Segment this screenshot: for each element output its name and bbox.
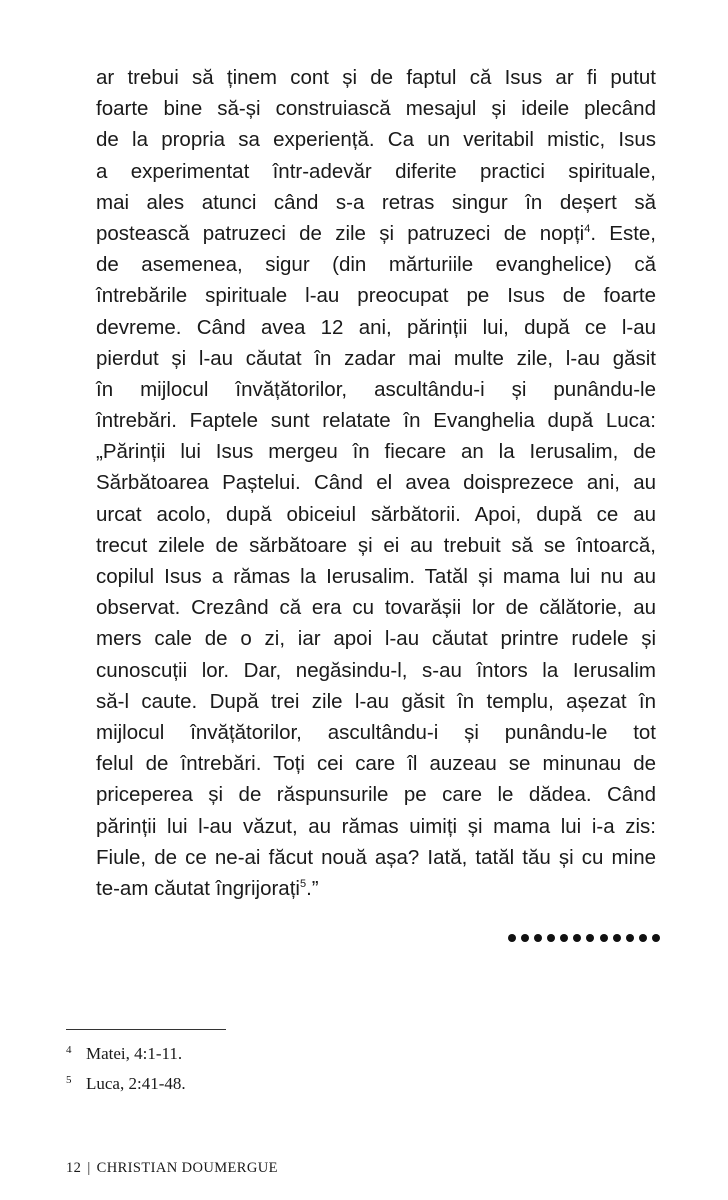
divider-dot [560,934,568,942]
footnote-rule [66,1029,226,1030]
page-number: 12 [66,1160,82,1176]
text-line: Sărbătoarea Paștelui. Când el avea doisprezece ani, au [96,471,656,495]
text-line: felul de întrebări. Toți cei care îl auzeau se minunau de [96,752,656,776]
divider-dot [600,934,608,942]
footnote-text: Luca, 2:41-48. [86,1074,186,1093]
text-line: priceperea și de răspunsurile pe care le dădea. Când [96,783,656,807]
footnote-reference: 4 [584,222,591,235]
divider-dot [652,934,660,942]
text-line: întrebările spirituale l-au preocupat pe Isus de foarte [96,284,656,308]
divider-dot [573,934,581,942]
text-line: devreme. Când avea 12 ani, părinții lui, după ce l-au [96,315,656,339]
text-line: a experimentat într-adevăr diferite practici spirituale, [96,159,656,183]
text-line: de la propria sa experiență. Ca un veritabil mistic, Isus [96,128,656,152]
footnote-number: 4 [66,1044,72,1056]
author-name: CHRISTIAN DOUMERGUE [96,1160,278,1176]
divider-dot [534,934,542,942]
footnote-reference: 5 [299,877,307,890]
text-line: „Părinții lui Isus mergeu în fiecare an la Ierusalim, de [96,440,656,464]
divider-dot [547,934,555,942]
text-line: trecut zilele de sărbătoare și ei au trebuit să se întoarcă, [96,533,656,557]
footnote-number: 5 [66,1074,72,1086]
text-line: copilul Isus a rămas la Ierusalim. Tatăl și mama lui nu au [96,565,656,588]
footer-separator: | [87,1160,91,1176]
body-text [96,62,656,904]
text-line: părinții lui l-au văzut, au rămas uimiți și mama lui i-a zis: [96,814,656,838]
text-line: în mijlocul învățătorilor, ascultându-i și punându-le [96,377,656,401]
text-segment: te-am căutat îngrijorați [96,876,300,900]
text-line: Fiule, de ce ne-ai făcut nouă așa? Iată, tatăl tău și cu mine [96,845,656,869]
text-line: pierdut și l-au căutat în zadar mai multe zile, l-au găsit [96,346,656,370]
text-line: mers cale de o zi, iar apoi l-au căutat printre rudele și [96,627,656,651]
footnote-text: Matei, 4:1-11. [86,1044,183,1063]
text-line: mijlocul învățătorilor, ascultându-i și punându-le tot [96,720,656,744]
text-line: întrebări. Faptele sunt relatate în Evanghelia după Luca: [96,409,656,433]
text-line [96,873,656,904]
divider-dot [521,934,529,942]
footnote [66,1040,186,1070]
section-divider-dots [508,932,660,944]
divider-dot [586,934,594,942]
text-line [96,218,656,249]
text-line: ar trebui să ținem cont și de faptul că Isus ar fi putut [96,66,656,89]
text-line: de asemenea, sigur (din mărturiile evanghelice) că [96,253,656,277]
text-line: mai ales atunci când s-a retras singur în deșert să [96,190,656,214]
divider-dot [626,934,634,942]
running-footer [66,1160,278,1177]
text-segment: postească patruzeci de zile și patruzeci de nopți [96,221,585,245]
text-line: să-l caute. După trei zile l-au găsit în templu, așezat în [96,689,656,713]
footnotes [66,1040,186,1100]
text-segment: .” [306,876,319,900]
divider-dot [508,934,516,942]
text-line: cunoscuții lor. Dar, negăsindu-l, s-au întors la Ierusalim [96,658,656,682]
text-line: urcat acolo, după obiceiul sărbătorii. Apoi, după ce au [96,502,656,526]
text-line: foarte bine să-și construiască mesajul și ideile plecând [96,97,656,121]
text-segment: . Este, [590,221,656,245]
divider-dot [613,934,621,942]
text-line: observat. Crezând că era cu tovarășii lor de călătorie, au [96,596,656,620]
footnote [66,1070,186,1100]
divider-dot [639,934,647,942]
